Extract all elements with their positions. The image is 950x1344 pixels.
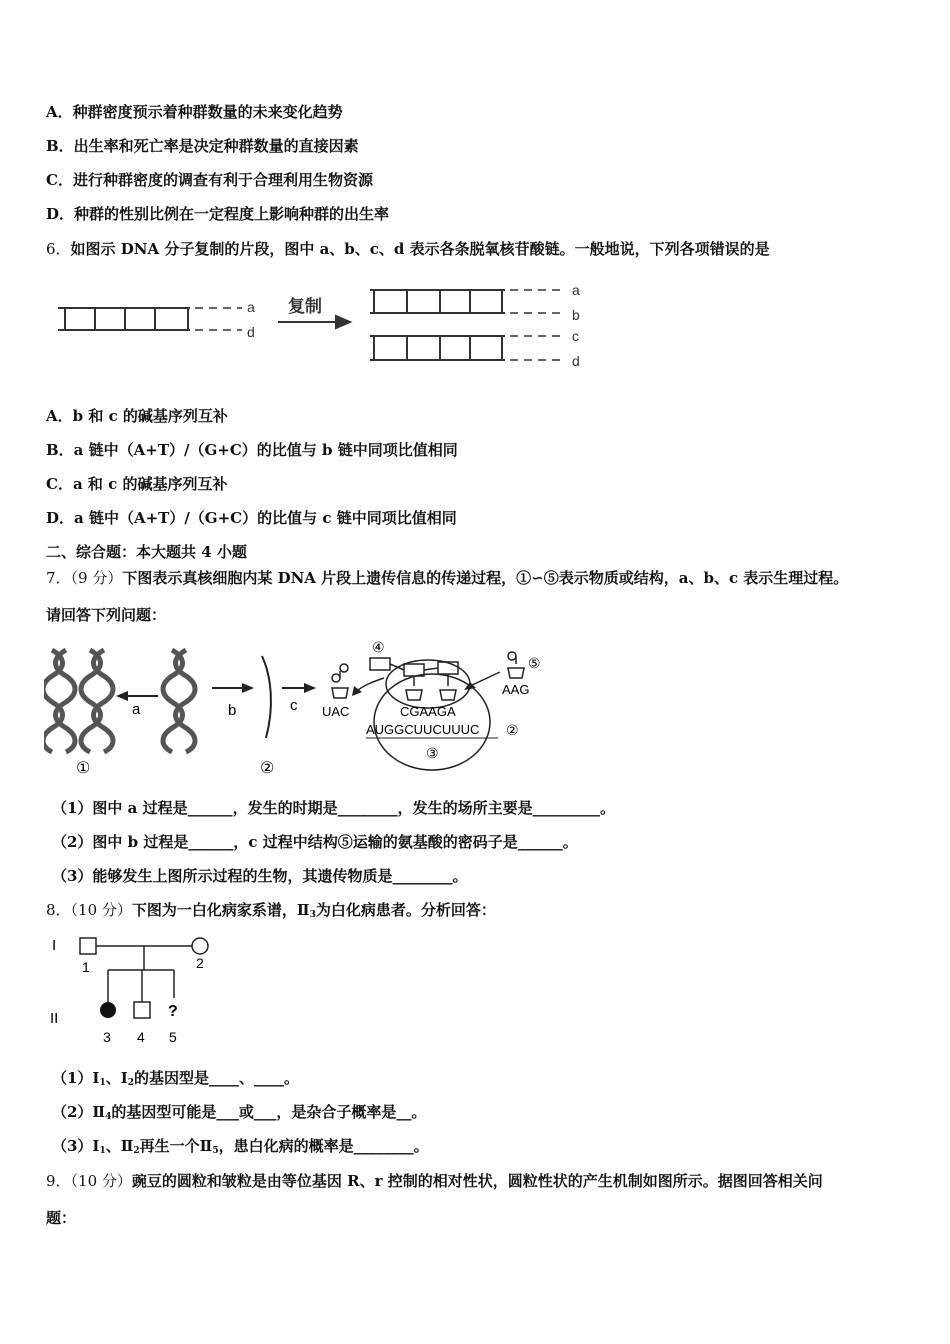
q5-option-a: A．种群密度预示着种群数量的未来变化趋势 (46, 103, 343, 121)
q6-chain-a: a (572, 282, 580, 298)
q8-gen-2: II (50, 1010, 59, 1027)
q7-circle-4: ④ (372, 639, 385, 655)
q9-stem-line2: 题： (46, 1209, 77, 1227)
q7-circle-5: ⑤ (528, 655, 541, 671)
q6-left-chain-d: d (247, 324, 255, 340)
q8-num-1: 1 (82, 959, 90, 975)
q8-sub-2: $(2)Ⅱ_4$的基因型可能是___或___，是杂合子概率是__。 (52, 1103, 427, 1122)
q7-anticodons-mid: CGAAGA (400, 704, 456, 719)
q8-num-2: 2 (196, 955, 204, 971)
q7-label-a: a (132, 701, 141, 718)
q7-gene-expression-figure (44, 638, 554, 778)
q6-number: 6． (46, 240, 71, 258)
q8-num-3: 3 (103, 1029, 111, 1045)
q7-circle-3: ③ (426, 745, 439, 761)
q7-stem-text: 下图表示真核细胞内某 DNA 片段上遗传信息的传递过程，①∽⑤表示物质或结构，a、b、c 表示生理过程。 (122, 569, 849, 587)
q6-option-b: B．a 链中（A+T）/（G+C）的比值与 b 链中同项比值相同 (46, 441, 458, 459)
q8-sub-1: $(1)Ⅰ_1$、$Ⅰ_2$的基因型是____、____。 (52, 1069, 300, 1088)
q6-arrow-label: 复制 (288, 297, 322, 316)
section-2-heading: 二、综合题：本大题共 4 小题 (46, 543, 247, 561)
q6-option-d: D．a 链中（A+T）/（G+C）的比值与 c 链中同项比值相同 (46, 509, 457, 527)
q7-mrna-sequence: AUGGCUUCUUUC (366, 722, 480, 737)
q7-sub-3: （3）能够发生上图所示过程的生物，其遗传物质是________。 (52, 867, 468, 885)
q6-stem-text: 如图示 DNA 分子复制的片段，图中 a、b、c、d 表示各条脱氧核苷酸链。一般地说，下列各项错误的是 (70, 240, 770, 258)
q6-option-c: C．a 和 c 的碱基序列互补 (46, 475, 228, 493)
q6-chain-c: c (572, 328, 579, 344)
q9-points: （10 分） (70, 1172, 132, 1190)
q8-number: 8． (46, 901, 71, 919)
q7-points: （9 分） (70, 569, 123, 587)
q5-option-c: C．进行种群密度的调查有利于合理利用生物资源 (46, 171, 373, 189)
q7-anticodon-left: UAC (322, 704, 350, 719)
q8-stem: 8．（10 分）下图为一白化病家系谱，$Ⅱ_3$为白化病患者。分析回答： (46, 901, 496, 920)
q7-label-b: b (228, 702, 237, 719)
q8-sub-3: $(3)Ⅰ_1$、$Ⅱ_2$再生一个$Ⅱ_5$，患白化病的概率是________。 (52, 1137, 429, 1156)
q8-unknown-mark: ? (168, 1003, 178, 1020)
q6-chain-d: d (572, 353, 580, 369)
q5-option-d: D．种群的性别比例在一定程度上影响种群的出生率 (46, 205, 390, 223)
q7-stem-line2: 请回答下列问题： (46, 606, 167, 624)
q6-dna-replication-figure (50, 278, 595, 378)
q9-stem (46, 1171, 823, 1191)
q8-num-4: 4 (137, 1029, 145, 1045)
q6-stem (46, 239, 770, 259)
q5-option-b: B．出生率和死亡率是决定种群数量的直接因素 (46, 137, 359, 155)
q7-stem (46, 568, 848, 588)
q7-label-c: c (290, 697, 298, 714)
q7-sub-1: （1）图中 a 过程是______，发生的时期是________，发生的场所主要是_________。 (52, 799, 616, 817)
q7-anticodon-right: AAG (502, 682, 530, 697)
q6-left-chain-a: a (247, 299, 255, 315)
q7-circle-1: ① (76, 760, 91, 777)
q7-number: 7． (46, 569, 71, 587)
q6-option-a: A．b 和 c 的碱基序列互补 (46, 407, 228, 425)
q8-pedigree-figure (44, 928, 224, 1050)
q9-number: 9． (46, 1172, 71, 1190)
q8-gen-1: I (52, 937, 57, 954)
q9-stem-text: 豌豆的圆粒和皱粒是由等位基因 R、r 控制的相对性状，圆粒性状的产生机制如图所示。据图回答相关问 (131, 1172, 823, 1190)
q7-circle-2-label: ② (506, 722, 519, 738)
q7-circle-2: ② (260, 760, 275, 777)
q7-sub-2: （2）图中 b 过程是______，c 过程中结构⑤运输的氨基酸的密码子是______。 (52, 833, 578, 851)
q8-num-5: 5 (169, 1029, 177, 1045)
q8-points: （10 分） (70, 901, 132, 919)
q6-chain-b: b (572, 307, 580, 323)
